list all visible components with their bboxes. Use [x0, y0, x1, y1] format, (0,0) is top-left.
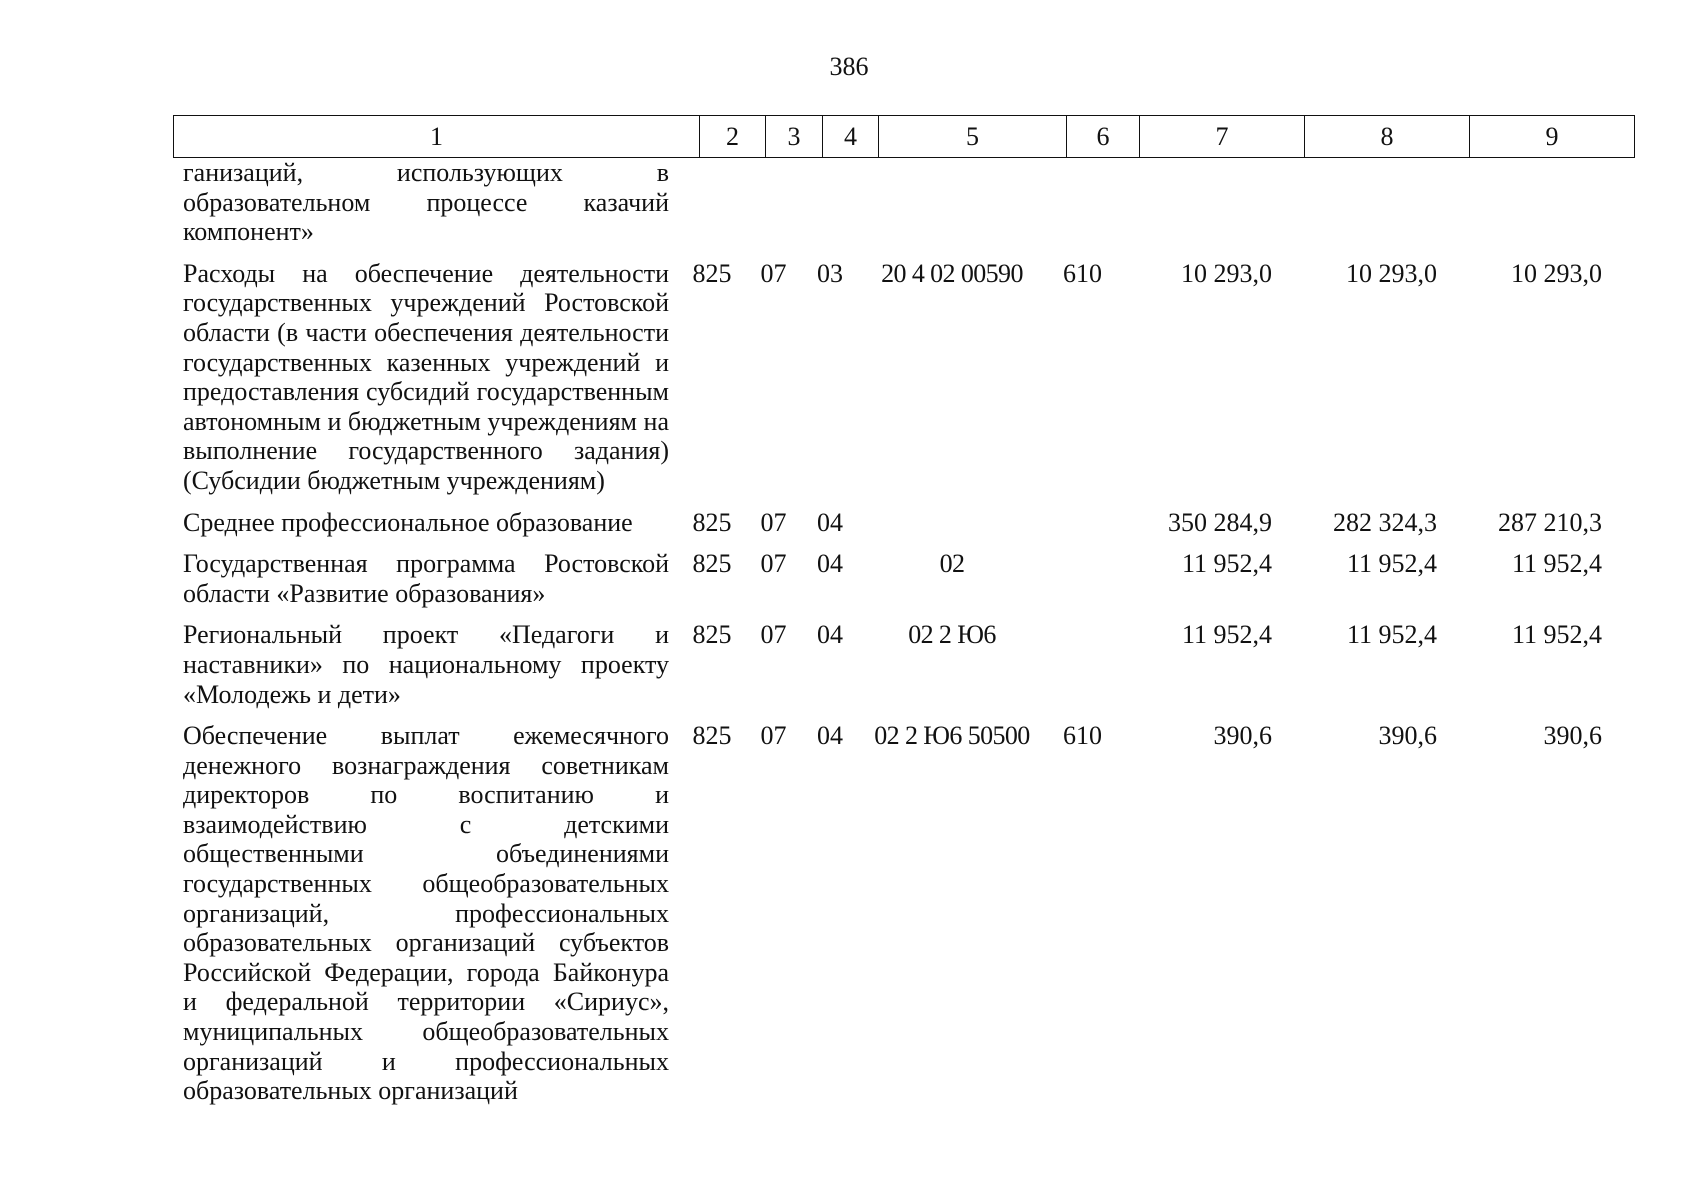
row-col-8: 390,6: [1378, 721, 1437, 751]
row-col-6: 610: [1063, 258, 1102, 288]
row-col-8: 11 952,4: [1346, 549, 1437, 579]
row-col-9: 10 293,0: [1511, 258, 1602, 288]
table-row: [173, 259, 1628, 496]
row-description: Государственная программа Ростовской области «Развитие образования»: [183, 549, 669, 608]
row-col-5: 02: [939, 549, 965, 579]
row-col-7: 350 284,9: [1168, 507, 1272, 537]
row-description: Расходы на обеспечение деятельности государственных учреждений Ростовской области (в части обеспечения деятельности государственных казенных учреждений и предоставления субсидий государственным автономным и бюджетным учреждениям на выполнение государственного задания) (Субсидии бюджетным учреждениям): [183, 258, 669, 495]
row-col-5: 20 4 02 00590: [881, 258, 1023, 288]
row-col-7: 390,6: [1213, 721, 1272, 751]
row-col-8: 11 952,4: [1346, 620, 1437, 650]
row-col-9: 11 952,4: [1511, 549, 1602, 579]
row-col-3: 07: [760, 721, 787, 751]
row-col-4: 03: [817, 258, 843, 288]
row-col-9: 390,6: [1543, 721, 1602, 751]
row-col-3: 07: [760, 258, 787, 288]
row-col-8: 282 324,3: [1333, 507, 1437, 537]
row-col-2: 825: [692, 721, 732, 751]
header-col-4: 4: [823, 116, 879, 158]
row-col-3: 07: [760, 507, 787, 537]
row-col-5: 02 2 Ю6 50500: [874, 721, 1030, 751]
table-row: [173, 721, 1628, 1106]
row-description: Среднее профессиональное образование: [183, 507, 633, 537]
row-col-7: 10 293,0: [1181, 258, 1272, 288]
row-col-8: 10 293,0: [1346, 258, 1437, 288]
table-row: [173, 549, 1628, 608]
header-col-8: 8: [1305, 116, 1470, 158]
header-col-2: 2: [700, 116, 766, 158]
row-col-9: 11 952,4: [1511, 620, 1602, 650]
header-col-3: 3: [766, 116, 823, 158]
row-col-4: 04: [817, 620, 843, 650]
row-description: Обеспечение выплат ежемесячного денежного вознаграждения советникам директоров по воспитанию и взаимодействию с детскими общественными объединениями государственных общеобразовательных организаций, профессиональных образовательных организаций субъектов Российской Федерации, города Байконура и федеральной территории «Сириус», муниципальных общеобразовательных организаций и профессиональных образовательных организаций: [183, 721, 669, 1106]
row-col-2: 825: [692, 549, 732, 579]
table-header: [173, 115, 1635, 158]
header-col-5: 5: [879, 116, 1067, 158]
row-col-7: 11 952,4: [1181, 620, 1272, 650]
row-col-2: 825: [692, 507, 732, 537]
row-col-3: 07: [760, 549, 787, 579]
row-col-2: 825: [692, 620, 732, 650]
row-col-6: 610: [1063, 721, 1102, 751]
header-col-7: 7: [1140, 116, 1305, 158]
row-col-2: 825: [692, 258, 732, 288]
table-row: [173, 620, 1628, 709]
table-row: [173, 508, 1628, 538]
row-col-4: 04: [817, 721, 843, 751]
table-body: [173, 158, 1628, 1118]
row-col-7: 11 952,4: [1181, 549, 1272, 579]
row-description: Региональный проект «Педагоги и наставники» по национальному проекту «Молодежь и дети»: [183, 620, 669, 709]
header-row: [174, 116, 1635, 158]
row-description: ганизаций, использующих в образовательном процессе казачий компонент»: [183, 158, 669, 247]
table-row: [173, 158, 1628, 247]
row-col-4: 04: [817, 549, 843, 579]
header-col-6: 6: [1067, 116, 1140, 158]
row-col-5: 02 2 Ю6: [908, 620, 996, 650]
row-col-3: 07: [760, 620, 787, 650]
header-col-1: 1: [174, 116, 700, 158]
page-number: 386: [829, 52, 869, 81]
header-col-9: 9: [1470, 116, 1635, 158]
row-col-4: 04: [817, 507, 843, 537]
row-col-9: 287 210,3: [1498, 507, 1602, 537]
